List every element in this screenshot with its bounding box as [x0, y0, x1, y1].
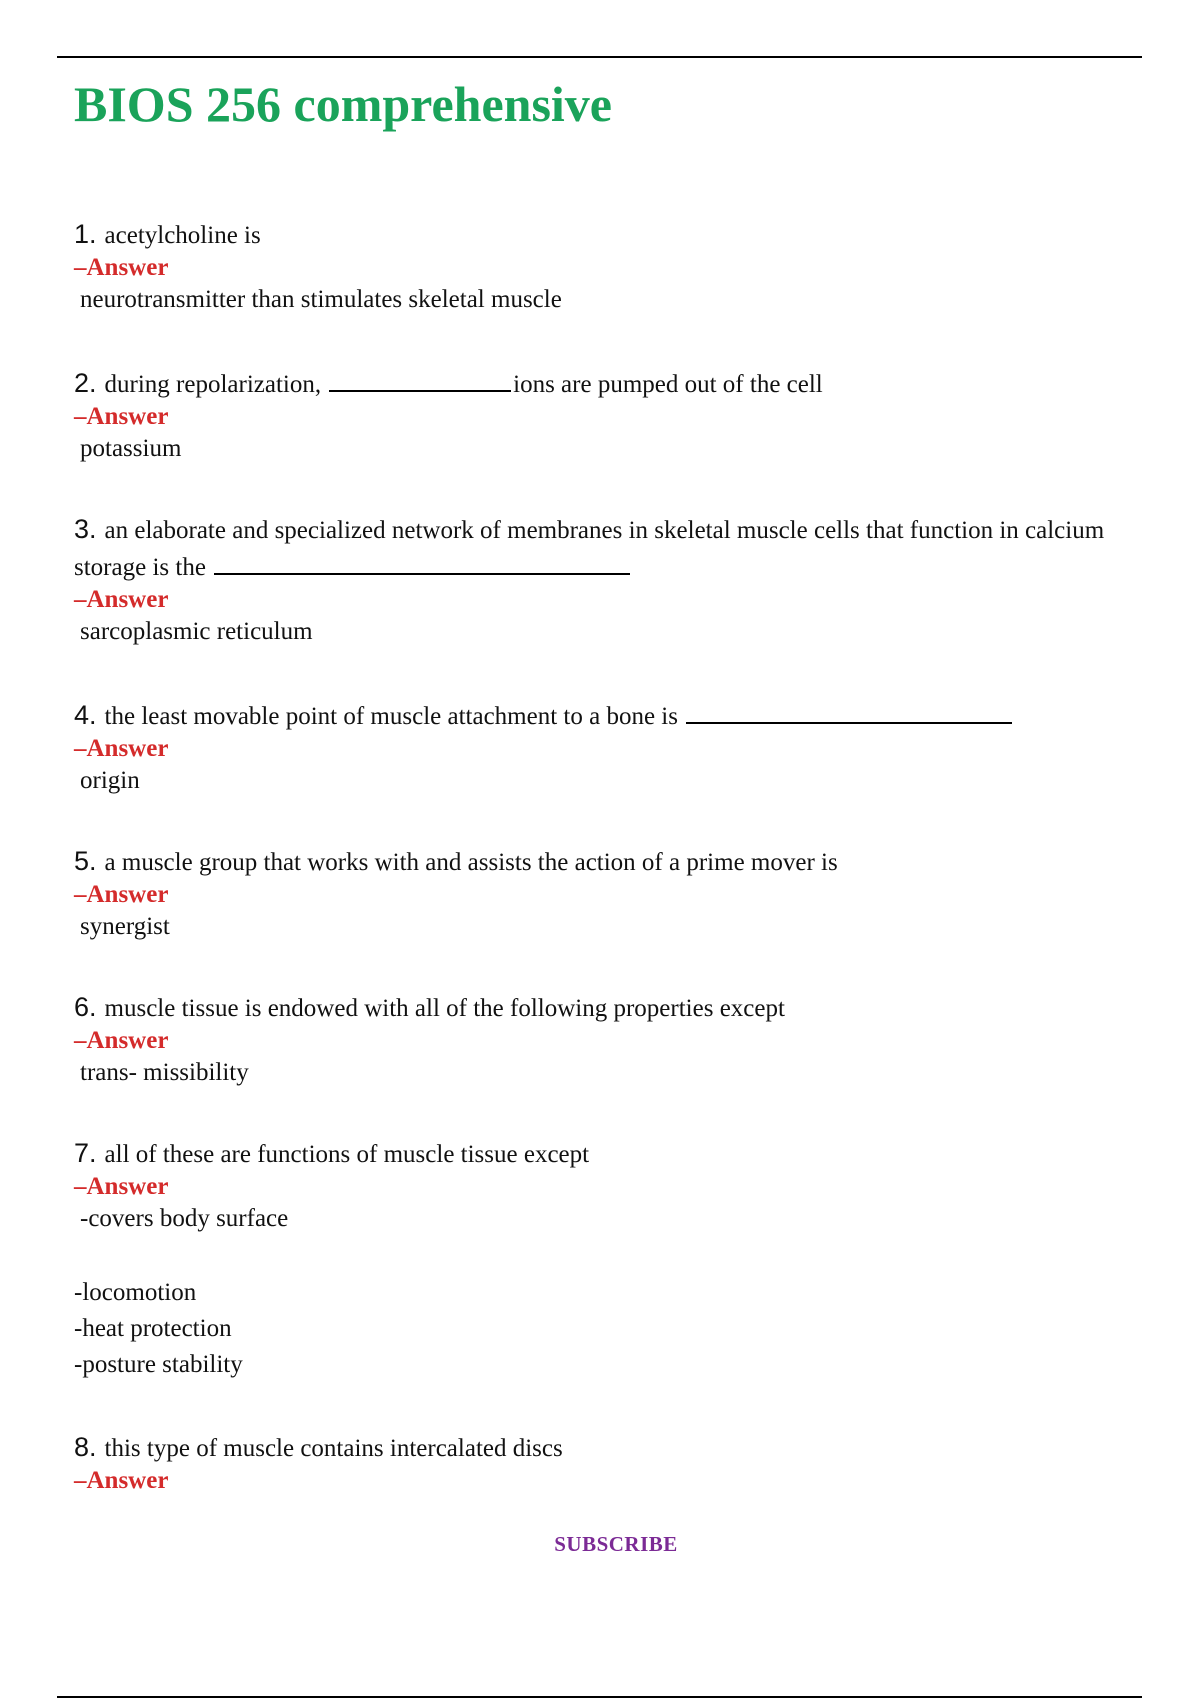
question-text [74, 991, 1124, 1025]
answer-text: -covers body surface [80, 1205, 289, 1232]
question-text [74, 218, 1124, 252]
answer-extra-line: -locomotion [74, 1279, 197, 1306]
question-4 [74, 696, 1124, 797]
subscribe-link[interactable]: SUBSCRIBE [554, 1532, 678, 1556]
answer-extra-line: -heat protection [74, 1315, 232, 1342]
answer-text: potassium [80, 435, 182, 462]
question-list [74, 218, 1124, 1545]
question-5 [74, 845, 1124, 943]
answer-label: –Answer [74, 1027, 169, 1054]
question-text [74, 513, 1124, 584]
answer-label: –Answer [74, 735, 169, 762]
question-3 [74, 513, 1124, 648]
question-number: 6. [74, 992, 97, 1022]
answer-text: synergist [80, 913, 170, 940]
question-number: 2. [74, 368, 97, 398]
question-text [74, 1137, 1124, 1171]
answer-label: –Answer [74, 586, 169, 613]
question-stem-after: ions are pumped out of the cell [513, 371, 823, 398]
answer-label: –Answer [74, 403, 169, 430]
question-2 [74, 364, 1124, 465]
fill-in-blank [329, 364, 511, 392]
question-6 [74, 991, 1124, 1089]
fill-in-blank [686, 696, 1012, 724]
question-number: 5. [74, 846, 97, 876]
question-text [74, 1431, 1124, 1465]
question-stem: the least movable point of muscle attachment to a bone is [104, 703, 678, 730]
question-stem: muscle tissue is endowed with all of the following properties except [104, 995, 785, 1022]
answer-label: –Answer [74, 1173, 169, 1200]
question-number: 3. [74, 514, 97, 544]
question-stem: this type of muscle contains intercalated discs [104, 1435, 563, 1462]
fill-in-blank [214, 547, 630, 575]
answer-extra-line: -posture stability [74, 1351, 243, 1378]
answer-label: –Answer [74, 881, 169, 908]
answer-text: sarcoplasmic reticulum [80, 618, 313, 645]
answer-label: –Answer [74, 1467, 169, 1494]
top-rule [57, 56, 1142, 58]
answer-text: neurotransmitter than stimulates skeletal muscle [80, 286, 562, 313]
answer-text: origin [80, 767, 140, 794]
question-number: 7. [74, 1138, 97, 1168]
question-text [74, 364, 1124, 401]
question-stem: during repolarization, [104, 371, 322, 398]
answer-text: trans- missibility [80, 1059, 249, 1086]
answer-label: –Answer [74, 254, 169, 281]
question-number: 1. [74, 219, 97, 249]
question-1 [74, 218, 1124, 316]
bottom-rule [57, 1696, 1142, 1698]
document-title: BIOS 256 comprehensive [74, 76, 612, 132]
question-number: 4. [74, 700, 97, 730]
question-stem: an elaborate and specialized network of membranes in skeletal muscle cells that function in calcium storage is the [74, 517, 1105, 581]
question-number: 8. [74, 1432, 97, 1462]
question-stem: acetylcholine is [104, 222, 261, 249]
question-text [74, 845, 1124, 879]
question-stem: all of these are functions of muscle tissue except [104, 1141, 590, 1168]
question-7 [74, 1137, 1124, 1383]
question-text [74, 696, 1124, 733]
answer-extra-lines [74, 1275, 1124, 1383]
question-stem: a muscle group that works with and assists the action of a prime mover is [104, 849, 838, 876]
question-8 [74, 1431, 1124, 1497]
